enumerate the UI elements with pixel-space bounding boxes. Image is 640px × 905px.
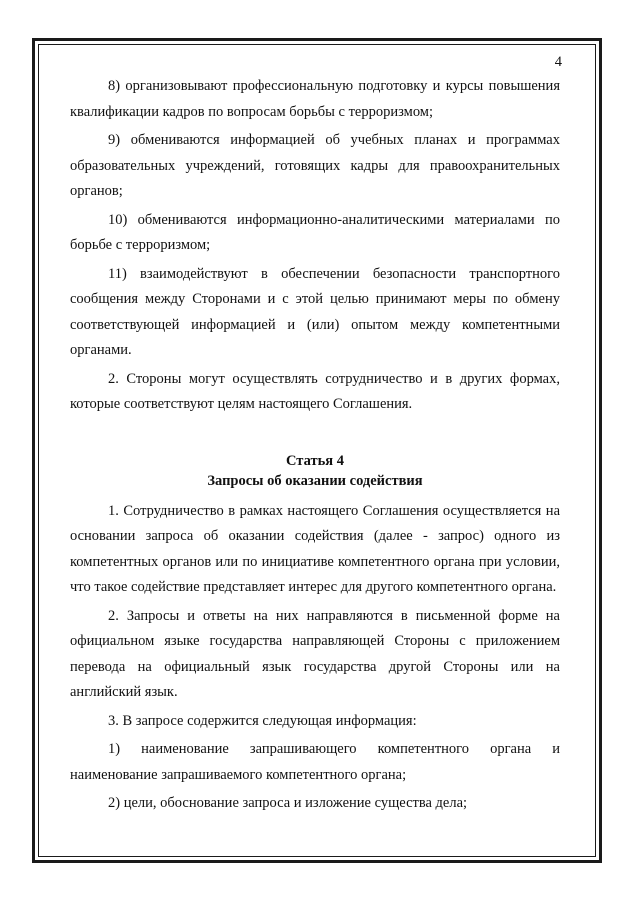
article-paragraph-1: 1. Сотрудничество в рамках настоящего Соглашения осуществляется на основании запроса об оказании содействия (далее - запрос) одного из компетентных органов или по инициативе компетентного органа при условии, что такое содействие представляет интерес для другого компетентного органа. — [70, 502, 560, 595]
article-subitem-1: 1) наименование запрашивающего компетентного органа и наименование запрашиваемого компетентного органа; — [70, 741, 560, 783]
list-item-9: 9) обмениваются информацией об учебных планах и программах образовательных учреждений, готовящих кадры для правоохранительных органов; — [70, 132, 560, 199]
article-paragraph-2: 2. Запросы и ответы на них направляются в письменной форме на официальном языке государства направляющей Стороны с приложением перевода на официальный язык государства другой Стороны или на английский язык. — [70, 607, 560, 700]
article-title: Запросы об оказании содействия — [207, 472, 423, 489]
list-item-11: 11) взаимодействуют в обеспечении безопасности транспортного сообщения между Сторонами и с этой целью принимают меры по обмену соответствующей информацией и (или) опытом между компетентными органами. — [70, 265, 560, 358]
article-subitem-2: 2) цели, обоснование запроса и изложение существа дела; — [108, 795, 468, 811]
list-item-8: 8) организовывают профессиональную подготовку и курсы повышения квалификации кадров по вопросам борьбы с терроризмом; — [70, 78, 560, 120]
page-number: 4 — [554, 54, 562, 70]
document-body — [70, 74, 560, 817]
article-number: Статья 4 — [286, 452, 344, 469]
clause-2: 2. Стороны могут осуществлять сотрудничество и в других формах, которые соответствуют целям настоящего Соглашения. — [70, 370, 560, 412]
article-paragraph-3: 3. В запросе содержится следующая информация: — [108, 712, 417, 729]
list-item-10: 10) обмениваются информационно-аналитическими материалами по борьбе с терроризмом; — [70, 211, 560, 253]
article-heading — [70, 451, 560, 491]
